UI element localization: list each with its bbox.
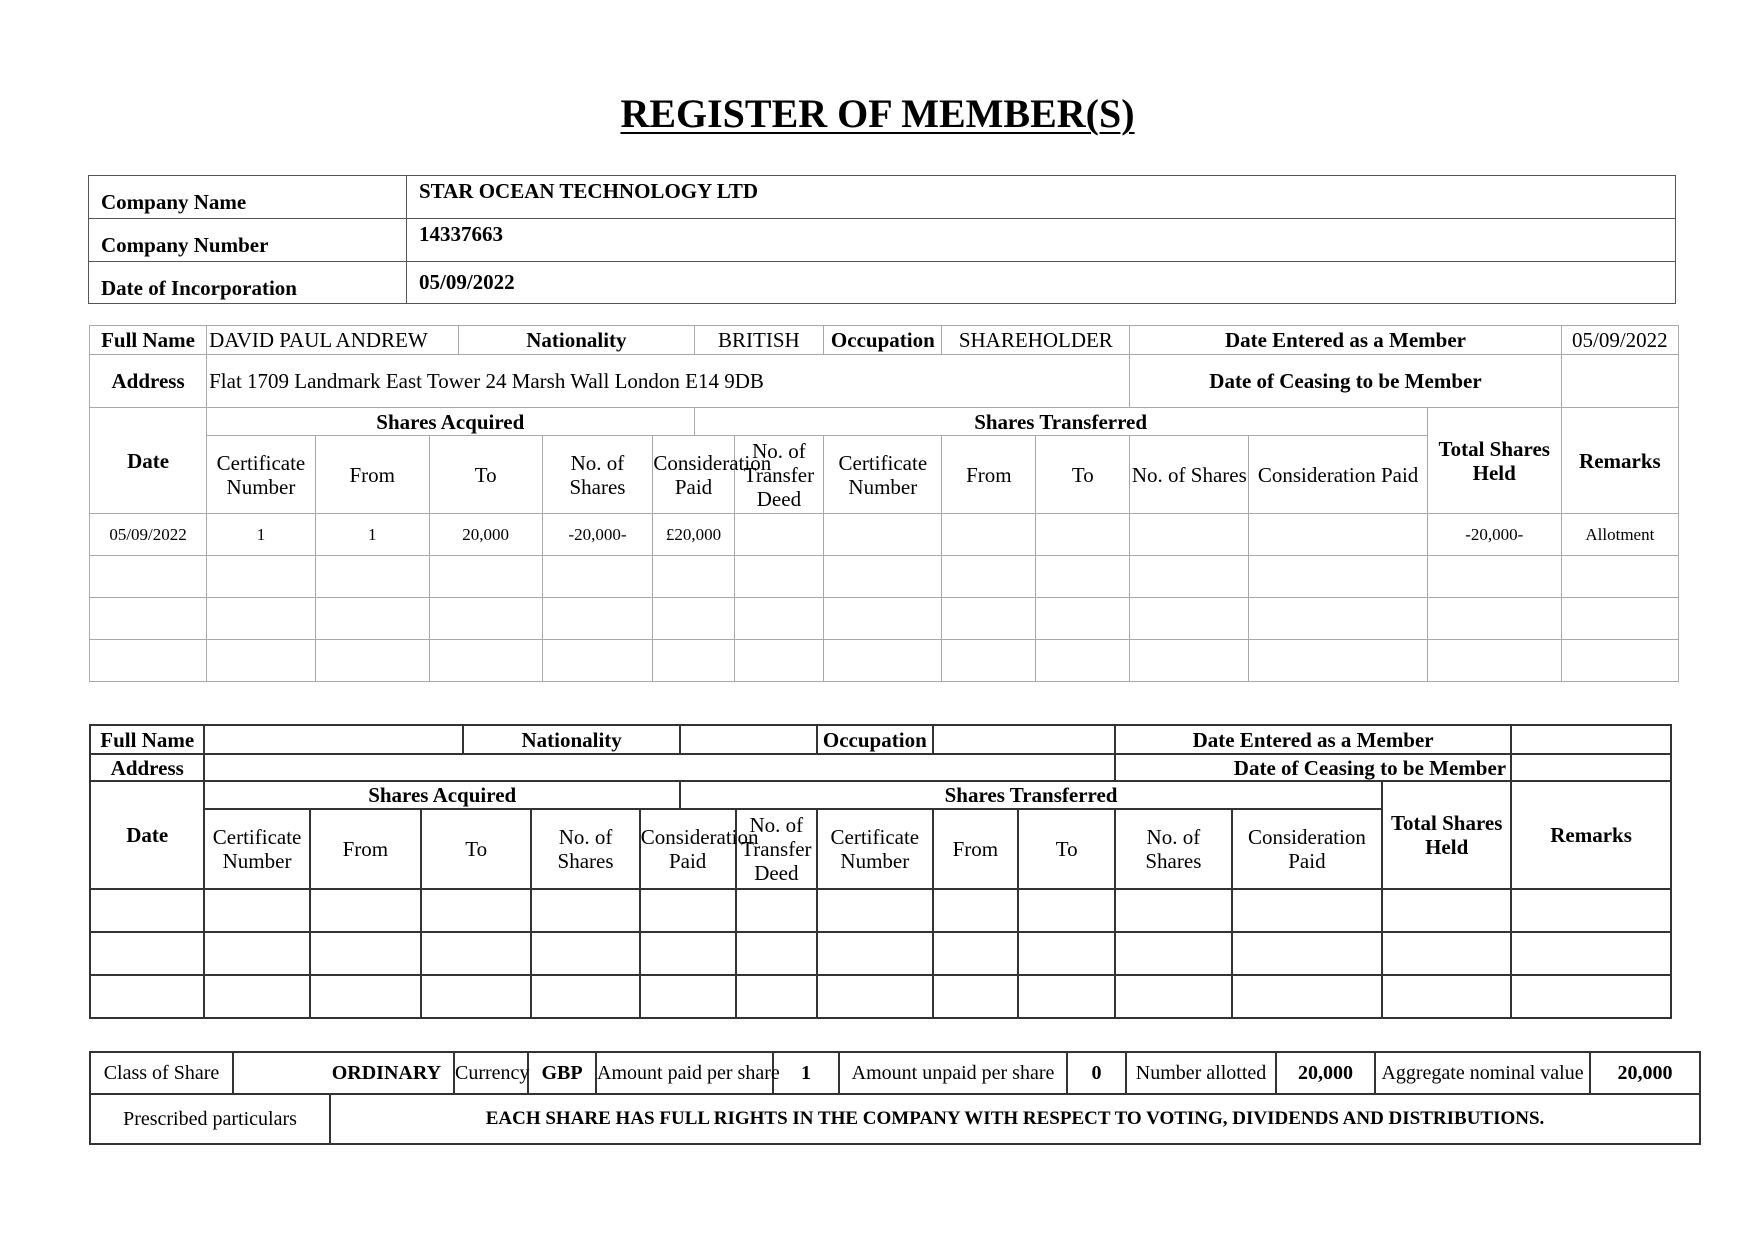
no-of-shares-header: No. of Shares <box>542 436 653 514</box>
member1-name-row <box>90 326 1679 355</box>
table-row <box>90 598 1679 640</box>
total-shares-held-header: Total Shares Held <box>1382 781 1511 889</box>
occupation-label: Occupation <box>824 326 942 355</box>
row-transfer-deed <box>734 514 824 556</box>
page-title: REGISTER OF MEMBER(S) <box>620 91 1135 136</box>
row-transfer-to <box>1036 514 1130 556</box>
company-details-table <box>88 175 1676 304</box>
table-row <box>90 514 1679 556</box>
company-name-row <box>89 176 1676 219</box>
date-entered-label: Date Entered as a Member <box>1130 326 1562 355</box>
shares-transferred-header: Shares Transferred <box>680 781 1382 809</box>
shares-acquired-header: Shares Acquired <box>207 408 694 436</box>
transfer-no-of-shares-header: No. of Shares <box>1115 809 1232 889</box>
shares-transferred-header: Shares Transferred <box>694 408 1427 436</box>
table-row <box>90 640 1679 682</box>
member1-full-name: DAVID PAUL ANDREW <box>207 326 459 355</box>
no-of-shares-header: No. of Shares <box>531 809 639 889</box>
nationality-label: Nationality <box>463 725 680 754</box>
date-entered-label: Date Entered as a Member <box>1115 725 1511 754</box>
table-row <box>90 975 1671 1018</box>
company-name-label: Company Name <box>89 176 407 219</box>
table-row <box>90 932 1671 975</box>
amount-paid-label: Amount paid per share <box>596 1052 773 1094</box>
incorporation-value: 05/09/2022 <box>407 262 1676 304</box>
member2-address <box>204 754 1115 781</box>
transfer-consideration-paid-header: Consideration Paid <box>1249 436 1427 514</box>
row-to: 20,000 <box>429 514 542 556</box>
transfer-certificate-number-header: Certificate Number <box>824 436 942 514</box>
transfer-to-header: To <box>1036 436 1130 514</box>
member1-address: Flat 1709 Landmark East Tower 24 Marsh Wall London E14 9DB <box>207 355 1130 408</box>
row-transfer-certificate <box>824 514 942 556</box>
member2-address-row <box>90 754 1671 781</box>
certificate-number-header: Certificate Number <box>207 436 316 514</box>
member1-nationality: BRITISH <box>694 326 824 355</box>
row-consideration-paid: £20,000 <box>653 514 734 556</box>
full-name-label: Full Name <box>90 725 204 754</box>
member2-group-header-row <box>90 781 1671 809</box>
row-date: 05/09/2022 <box>90 514 207 556</box>
transfer-no-of-shares-header: No. of Shares <box>1130 436 1249 514</box>
share-class-table <box>89 1051 1701 1145</box>
class-of-share-value: ORDINARY <box>233 1052 454 1094</box>
member2-date-entered <box>1511 725 1671 754</box>
transfer-certificate-number-header: Certificate Number <box>817 809 933 889</box>
member1-date-entered: 05/09/2022 <box>1561 326 1678 355</box>
company-number-row <box>89 219 1676 262</box>
company-number-label: Company Number <box>89 219 407 262</box>
from-header: From <box>315 436 429 514</box>
company-number-value: 14337663 <box>407 219 1676 262</box>
currency-value: GBP <box>528 1052 596 1094</box>
remarks-header: Remarks <box>1561 408 1678 514</box>
transfer-deed-header: No. of Transfer Deed <box>736 809 817 889</box>
company-name-value: STAR OCEAN TECHNOLOGY LTD <box>407 176 1676 219</box>
member2-name-row <box>90 725 1671 754</box>
member1-date-ceasing <box>1561 355 1678 408</box>
member-table-2 <box>89 724 1672 1019</box>
currency-label: Currency <box>454 1052 528 1094</box>
table-row <box>90 556 1679 598</box>
transfer-from-header: From <box>942 436 1036 514</box>
transfer-consideration-paid-header: Consideration Paid <box>1232 809 1383 889</box>
date-header: Date <box>90 781 204 889</box>
amount-paid-value: 1 <box>773 1052 839 1094</box>
incorporation-label: Date of Incorporation <box>89 262 407 304</box>
aggregate-nominal-label: Aggregate nominal value <box>1375 1052 1590 1094</box>
from-header: From <box>310 809 421 889</box>
remarks-header: Remarks <box>1511 781 1671 889</box>
consideration-paid-header: Consideration Paid <box>653 436 734 514</box>
prescribed-particulars-value: EACH SHARE HAS FULL RIGHTS IN THE COMPANY WITH RESPECT TO VOTING, DIVIDENDS AND DISTRIBUTIONS. <box>330 1094 1700 1144</box>
transfer-from-header: From <box>933 809 1019 889</box>
share-class-row <box>90 1052 1700 1094</box>
member1-address-row <box>90 355 1679 408</box>
date-header: Date <box>90 408 207 514</box>
transfer-to-header: To <box>1018 809 1115 889</box>
date-ceasing-label: Date of Ceasing to be Member <box>1130 355 1562 408</box>
consideration-paid-header: Consideration Paid <box>640 809 736 889</box>
occupation-label: Occupation <box>817 725 933 754</box>
row-remarks: Allotment <box>1561 514 1678 556</box>
to-header: To <box>421 809 531 889</box>
transfer-deed-header: No. of Transfer Deed <box>734 436 824 514</box>
address-label: Address <box>90 355 207 408</box>
incorporation-row <box>89 262 1676 304</box>
total-shares-held-header: Total Shares Held <box>1427 408 1561 514</box>
class-of-share-label: Class of Share <box>90 1052 233 1094</box>
row-no-of-shares: -20,000- <box>542 514 653 556</box>
member2-occupation <box>933 725 1116 754</box>
aggregate-nominal-value: 20,000 <box>1590 1052 1700 1094</box>
amount-unpaid-value: 0 <box>1067 1052 1126 1094</box>
member1-group-header-row <box>90 408 1679 436</box>
nationality-label: Nationality <box>459 326 694 355</box>
certificate-number-header: Certificate Number <box>204 809 309 889</box>
row-transfer-from <box>942 514 1036 556</box>
member2-nationality <box>680 725 817 754</box>
row-from: 1 <box>315 514 429 556</box>
member-table-1 <box>89 325 1679 682</box>
number-allotted-value: 20,000 <box>1276 1052 1375 1094</box>
date-ceasing-label: Date of Ceasing to be Member <box>1115 754 1511 781</box>
shares-acquired-header: Shares Acquired <box>204 781 679 809</box>
row-certificate-number: 1 <box>207 514 316 556</box>
row-transfer-consideration <box>1249 514 1427 556</box>
member2-full-name <box>204 725 463 754</box>
member1-occupation: SHAREHOLDER <box>942 326 1130 355</box>
member2-date-ceasing <box>1511 754 1671 781</box>
amount-unpaid-label: Amount unpaid per share <box>839 1052 1067 1094</box>
address-label: Address <box>90 754 204 781</box>
row-transfer-no-of-shares <box>1130 514 1249 556</box>
table-row <box>90 889 1671 932</box>
prescribed-row <box>90 1094 1700 1144</box>
row-total-shares-held: -20,000- <box>1427 514 1561 556</box>
number-allotted-label: Number allotted <box>1126 1052 1276 1094</box>
full-name-label: Full Name <box>90 326 207 355</box>
prescribed-particulars-label: Prescribed particulars <box>90 1094 330 1144</box>
to-header: To <box>429 436 542 514</box>
